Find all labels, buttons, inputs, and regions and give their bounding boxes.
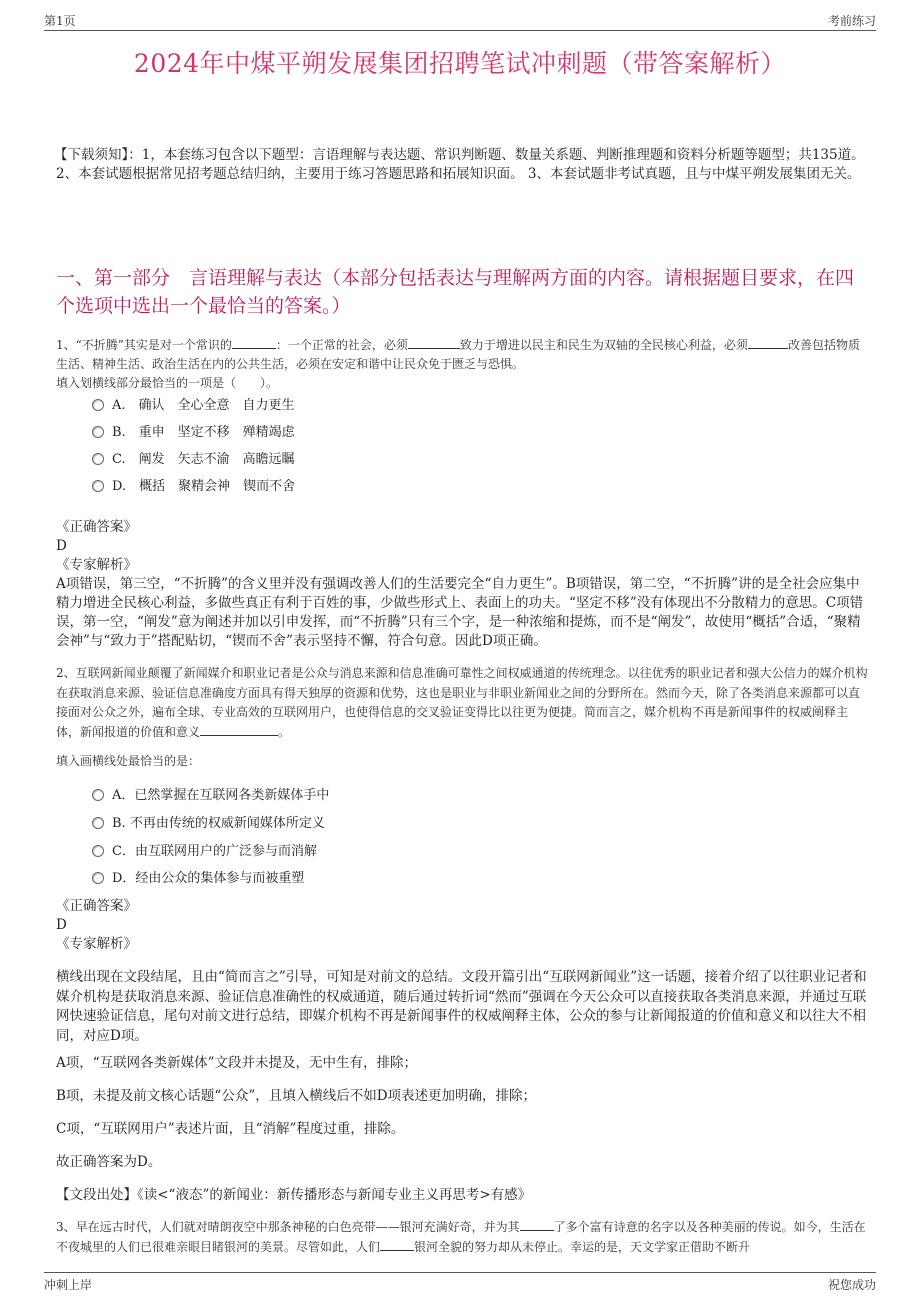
q2-stem-part: 。 (278, 724, 291, 739)
q1-analysis-label: 《专家解析》 (56, 557, 137, 573)
q1-blank-2 (408, 348, 460, 349)
page-number: 第1页 (44, 14, 76, 28)
radio-icon[interactable] (92, 399, 104, 411)
q1-blank-1 (232, 348, 276, 349)
q1-option-d[interactable]: D. 概括 聚精会神 锲而不舍 (92, 477, 295, 497)
q2-conclusion: 故正确答案为D。 (56, 1154, 162, 1170)
q3-stem-part: 3、早在远古时代，人们就对晴朗夜空中那条神秘的白色亮带——银河充满好奇，并为其 (56, 1220, 520, 1234)
footer-left-text: 冲刺上岸 (44, 1278, 93, 1292)
q2-option-d[interactable]: D．经由公众的集体参与而被重塑 (92, 869, 304, 889)
download-notice: 【下载须知】：1，本套练习包含以下题型：言语理解与表达题、常识判断题、数量关系题、判断推理题和资料分析题等题型；共135道。 2、本套试题根据常见招考题总结归纳，主要用于练习答题思路和拓展知识面。 3、本套试题非考试真题，且与中煤平朔发展集团无关。 (54, 147, 865, 182)
q2-analysis-b: B项，未提及前文核心话题“公众”，且填入横线后不如D项表述更加明确，排除； (56, 1088, 537, 1104)
q2-blank (200, 735, 278, 736)
q2-stem-part: 2、互联网新闻业颠覆了新闻媒介和职业记者是公众与消息来源和信息准确可靠性之间权威通道的传统理念。以往优秀的职业记者和强大公信力的媒介机构在获取消息来源、验证信息准确度方面具有得天独厚的资源和优势，这也是职业与非职业新闻业之间的分野所在。然而今天，除了各类消息来源都可以直接面对公众之外，遍布全球、专业高效的互联网用户，也使得信息的交叉验证变得比以往更为便捷。简而言之，媒介机构不再是新闻事件的权威阐释主体，新闻报道的价值和意义 (56, 666, 868, 739)
q2-answer: D (56, 917, 67, 933)
radio-icon[interactable] (92, 789, 104, 801)
q3-stem-part: 了多个富有诗意的名字以及各种美丽的传说。如今，生活在不夜城里的人们已很难亲眼目睹银河的美景。尽管如此，人们 (56, 1220, 866, 1254)
q2-analysis-label: 《专家解析》 (56, 936, 137, 952)
question-1-stem (56, 336, 870, 374)
page-header (44, 12, 876, 31)
header-label: 考前练习 (827, 14, 876, 28)
radio-icon[interactable] (92, 817, 104, 829)
radio-icon[interactable] (92, 480, 104, 492)
q2-option-c[interactable]: C．由互联网用户的广泛参与而消解 (92, 842, 317, 862)
document-title: 2024年中煤平朔发展集团招聘笔试冲刺题（带答案解析） (133, 49, 787, 78)
q1-stem-part: 改善包括物质生活、精神生活、政治生活在内的公共生活，必须在安定和谐中让民众免于匮乏与恐惧。 (56, 338, 860, 371)
q2-source: 【文段出处】《读<“液态”的新闻业：新传播形态与新闻专业主义再思考>有感》 (56, 1187, 532, 1203)
radio-icon[interactable] (92, 453, 104, 465)
q1-stem-part: 1、“不折腾”其实是对一个常识的 (56, 338, 232, 352)
q1-stem-part: ：一个正常的社会，必须 (275, 338, 408, 352)
q1-option-c[interactable]: C. 阐发 矢志不渝 高瞻远瞩 (92, 450, 295, 470)
q2-analysis-a: A项，“互联网各类新媒体”文段并未提及，无中生有，排除； (56, 1055, 418, 1071)
q1-analysis: A项错误，第三空，“不折腾”的含义里并没有强调改善人们的生活要完全“自力更生”。B项错误，第二空，“不折腾”讲的是全社会应集中精力增进全民核心利益，多做些真正有利于百姓的事，少做些形式上、表面上的功夫。“坚定不移”没有体现出不分散精力的意思。C项错误，第一空，“阐发”意为阐述并加以引申发挥，而“不折腾”只有三个字，是一种浓缩和提炼，而不是“阐发”，故使用“概括”合适，“聚精会神”与“致力于”搭配贴切，“锲而不舍”表示坚持不懈，符合句意。因此D项正确。 (56, 576, 864, 649)
q2-analysis-c: C项，“互联网用户”表述片面，且“消解”程度过重，排除。 (56, 1121, 405, 1137)
q1-blank-3 (748, 348, 788, 349)
section-heading: 一、第一部分 言语理解与表达（本部分包括表达与理解两方面的内容。请根据题目要求，在四个选项中选出一个最恰当的答案。） (56, 267, 855, 317)
radio-icon[interactable] (92, 872, 104, 884)
q3-stem-part: 银河全貌的努力却从未停止。幸运的是，天文学家正借助不断升 (414, 1239, 751, 1254)
question-3-stem (56, 1218, 870, 1257)
q1-answer: D (56, 538, 67, 554)
q1-stem-part: 致力于增进以民主和民生为双轴的全民核心利益，必须 (459, 338, 748, 352)
q2-answer-label: 《正确答案》 (56, 898, 137, 914)
q2-analysis-paragraph: 横线出现在文段结尾，且由“简而言之”引导，可知是对前文的总结。文段开篇引出“互联网新闻业”这一话题，接着介绍了以往职业记者和媒介机构是获取消息来源、验证信息准确性的权威通道，随后通过转折词“然而”强调在今天公众可以直接获取各类消息来源，并通过互联网快速验证信息，尾句对前文进行总结，即媒介机构不再是新闻事件的权威阐释主体，公众的参与让新闻报道的价值和意义和以往大不相同，对应D项。 (56, 969, 867, 1044)
radio-icon[interactable] (92, 426, 104, 438)
footer-right-text: 祝您成功 (827, 1278, 876, 1292)
q1-answer-label: 《正确答案》 (56, 519, 137, 535)
q1-option-b[interactable]: B. 重申 坚定不移 殚精竭虑 (92, 423, 295, 443)
q1-prompt: 填入划横线部分最恰当的一项是（ ）。 (56, 376, 279, 390)
q2-option-a[interactable]: A．已然掌握在互联网各类新媒体手中 (92, 786, 329, 806)
q3-blank-1 (520, 1230, 554, 1231)
q3-blank-2 (380, 1250, 414, 1251)
q1-option-a[interactable]: A. 确认 全心全意 自力更生 (92, 396, 295, 416)
q2-option-b[interactable]: B. 不再由传统的权威新闻媒体所定义 (92, 814, 325, 834)
page-footer (44, 1272, 876, 1293)
radio-icon[interactable] (92, 845, 104, 857)
q2-prompt: 填入画横线处最恰当的是： (56, 754, 201, 768)
question-2-stem (56, 664, 870, 742)
